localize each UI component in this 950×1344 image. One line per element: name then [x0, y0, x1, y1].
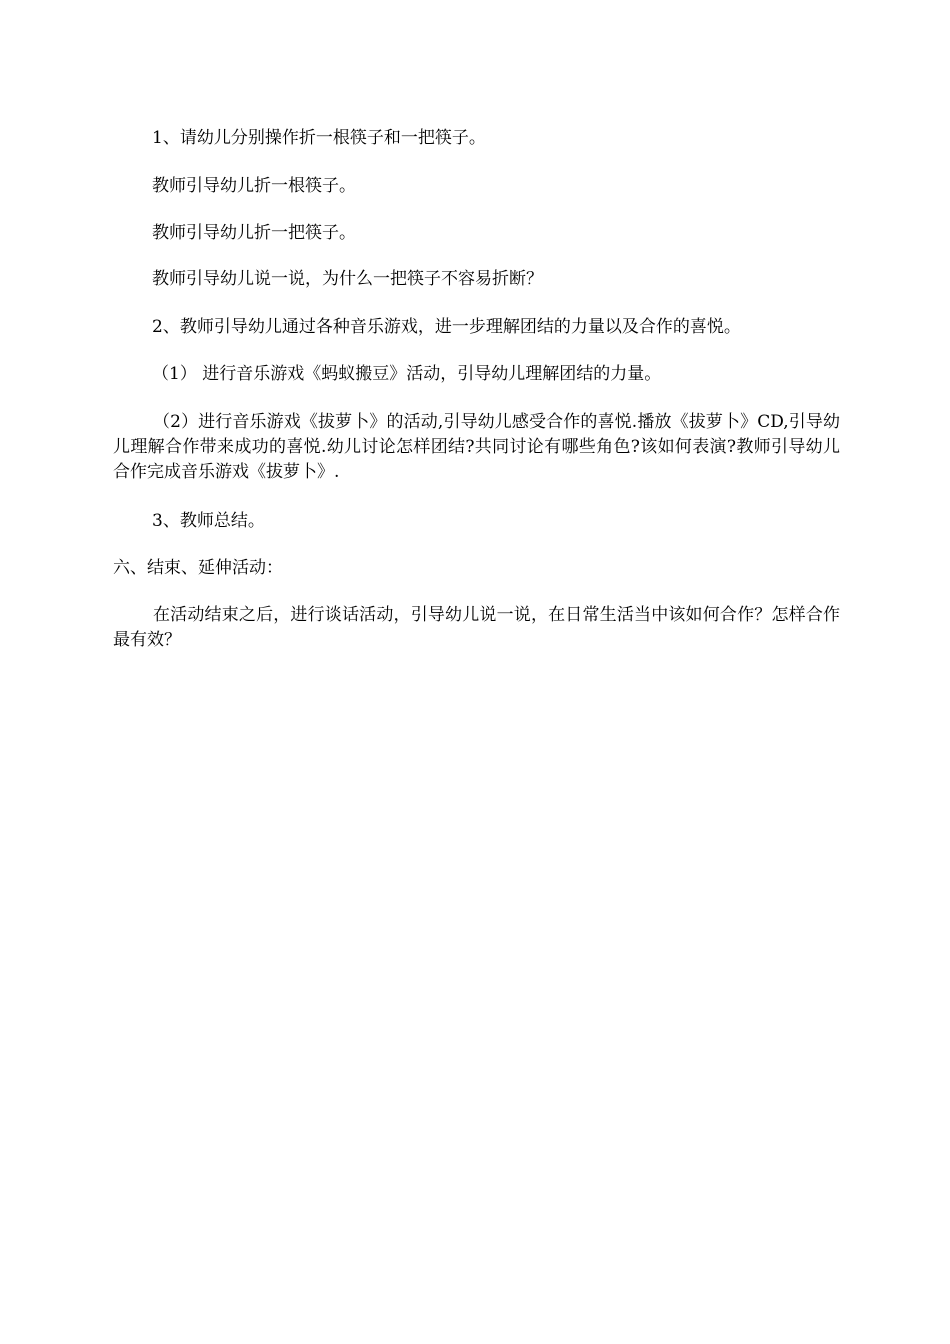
music-game-radish-paragraph: （2）进行音乐游戏《拔萝卜》的活动,引导幼儿感受合作的喜悦.播放《拔萝卜》CD,引导幼儿理解合作带来成功的喜悦.幼儿讨论怎样团结?共同讨论有哪些角色?该如何表演?教师引导幼儿合作完成音乐游戏《拔萝卜》.: [113, 412, 840, 482]
section-heading: 六、结束、延伸活动：: [113, 558, 283, 578]
extension-activity-paragraph: 在活动结束之后，进行谈话活动，引导幼儿说一说，在日常生活当中该如何合作？怎样合作最有效？: [113, 605, 840, 650]
step-2-paragraph: 2、教师引导幼儿通过各种音乐游戏，进一步理解团结的力量以及合作的喜悦。: [152, 317, 741, 337]
step-1-paragraph: 1、请幼儿分别操作折一根筷子和一把筷子。: [152, 128, 486, 148]
guide-discussion-paragraph: 教师引导幼儿说一说，为什么一把筷子不容易折断？: [152, 269, 543, 289]
step-3-paragraph: 3、教师总结。: [152, 511, 265, 531]
guide-bundle-chopsticks-paragraph: 教师引导幼儿折一把筷子。: [152, 223, 356, 243]
music-game-ants-paragraph: （1） 进行音乐游戏《蚂蚁搬豆》活动，引导幼儿理解团结的力量。: [152, 364, 662, 384]
guide-single-chopstick-paragraph: 教师引导幼儿折一根筷子。: [152, 176, 356, 196]
